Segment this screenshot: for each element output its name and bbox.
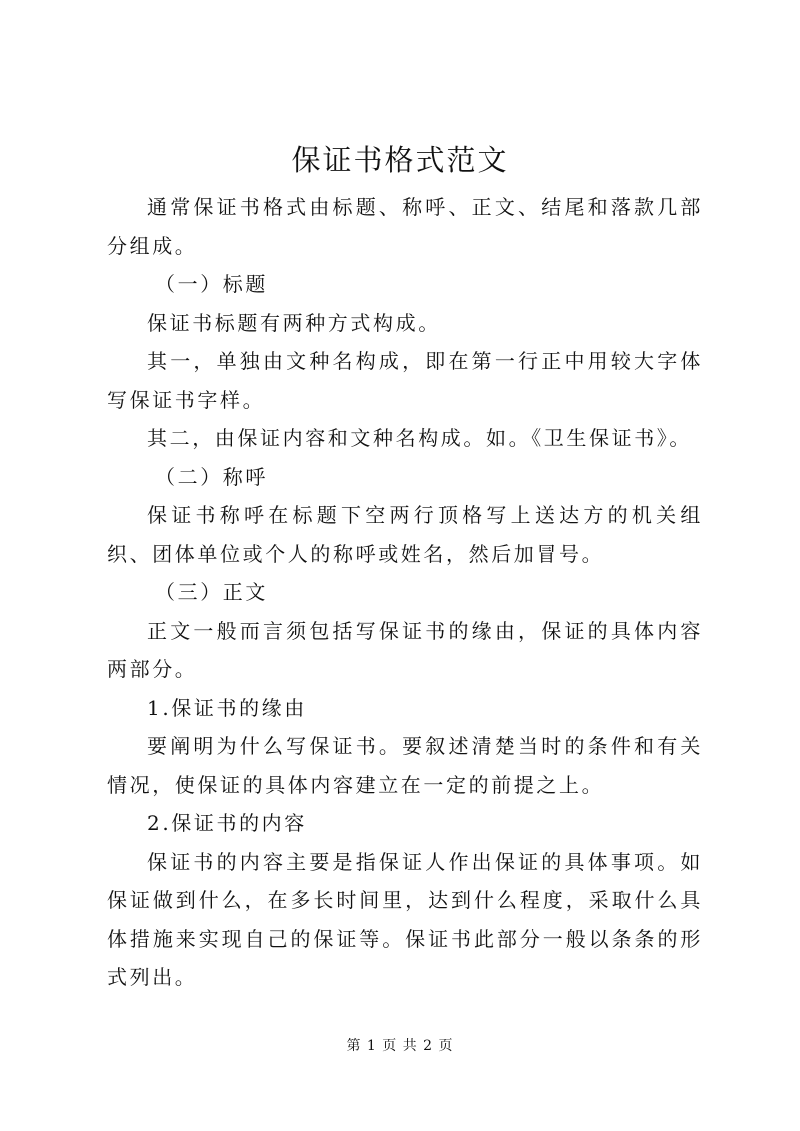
subheading-content: 2.保证书的内容 bbox=[147, 811, 307, 835]
paragraph-intro: 通常保证书格式由标题、称呼、正文、结尾和落款几部分组成。 bbox=[107, 195, 703, 258]
subheading-reason: 1.保证书的缘由 bbox=[147, 695, 307, 720]
section-heading-title: （一）标题 bbox=[155, 272, 268, 296]
paragraph-reason: 要阐明为什么写保证书。要叙述清楚当时的条件和有关情况，使保证的具体内容建立在一定的前提之上。 bbox=[107, 734, 703, 797]
page-footer: 第 1 页 共 2 页 bbox=[346, 1038, 454, 1054]
section-heading-body: （三）正文 bbox=[155, 580, 268, 604]
paragraph-title-method-two: 其二，由保证内容和文种名构成。如。《卫生保证书》。 bbox=[147, 426, 692, 450]
paragraph-title-method-one: 其一，单独由文种名构成，即在第一行正中用较大字体写保证书字样。 bbox=[107, 349, 703, 412]
paragraph-salutation: 保证书称呼在标题下空两行顶格写上送达方的机关组织、团体单位或个人的称呼或姓名，然后加冒号。 bbox=[107, 503, 703, 566]
paragraph-content: 保证书的内容主要是指保证人作出保证的具体事项。如保证做到什么，在多长时间里，达到什么程度，采取什么具体措施来实现自己的保证等。保证书此部分一般以条条的形式列出。 bbox=[107, 849, 703, 989]
section-heading-salutation: （二）称呼 bbox=[155, 464, 268, 489]
document-title: 保证书格式范文 bbox=[291, 143, 509, 177]
paragraph-body-intro: 正文一般而言须包括写保证书的缘由，保证的具体内容两部分。 bbox=[107, 618, 703, 681]
paragraph-title-methods: 保证书标题有两种方式构成。 bbox=[147, 310, 441, 335]
document-body bbox=[107, 188, 703, 997]
